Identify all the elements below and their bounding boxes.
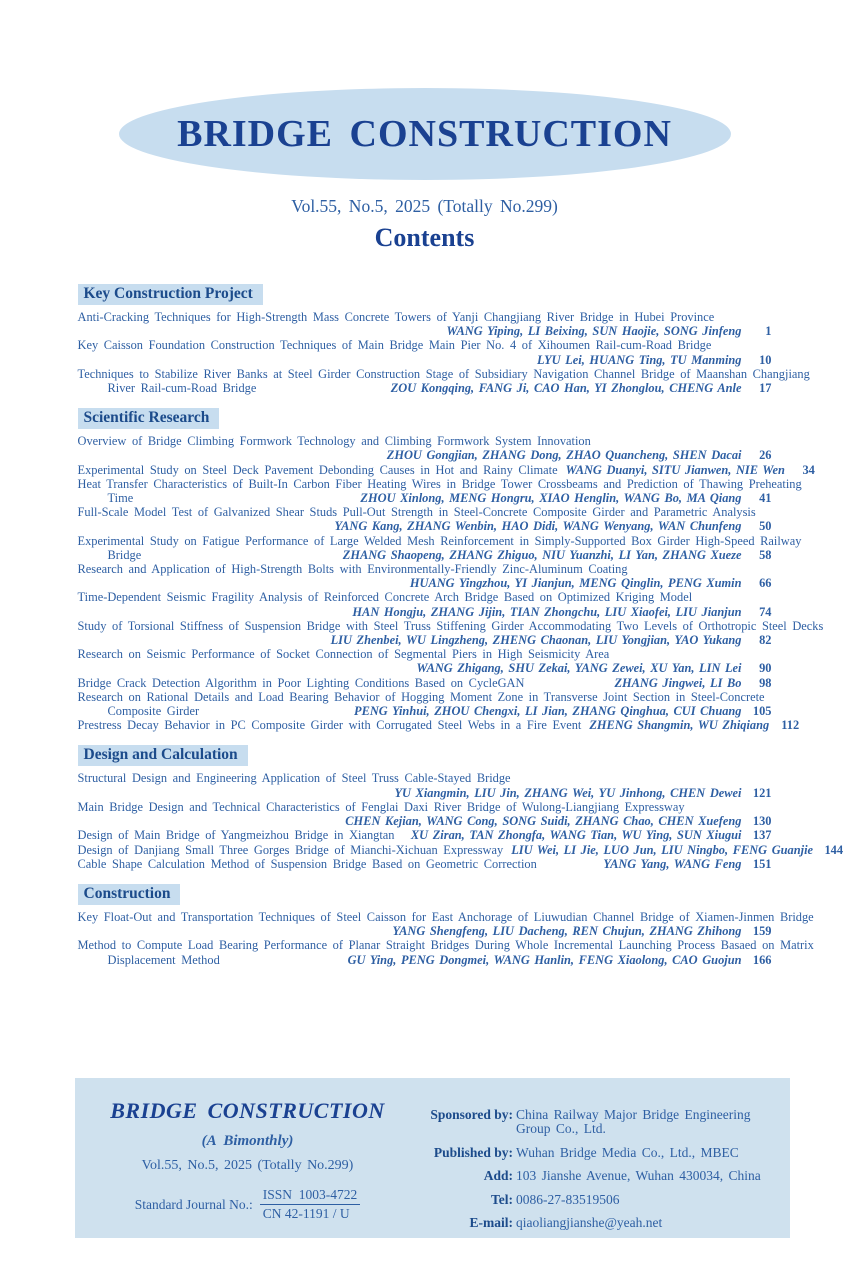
page-number: 10	[759, 352, 772, 367]
contact-value: qiaoliangjianshe@yeah.net	[516, 1215, 663, 1230]
article-authors: GU Ying, PENG Dongmei, WANG Hanlin, FENG Xiaolong, CAO Guojun	[347, 952, 742, 967]
article-title: Study of Torsional Stiffness of Suspension Bridge with Steel Truss Stiffening Girder Accommodating Two Levels of Orthotropic Steel Decks	[77, 618, 824, 633]
article-title: Prestress Decay Behavior in PC Composite Girder with Corrugated Steel Webs in a Fire Event	[77, 718, 582, 733]
toc-row	[78, 338, 772, 352]
toc-row	[78, 548, 772, 562]
issn-cn-fraction	[260, 1187, 361, 1222]
toc-row	[77, 909, 814, 924]
toc-row	[77, 842, 844, 857]
article-title: Research on Rational Details and Load Bearing Behavior of Hogging Moment Zone in Transverse Joint Section in Steel-Concrete	[77, 689, 765, 704]
contact-label: Published by:	[433, 1144, 513, 1160]
contact-value: Wuhan Bridge Media Co., Ltd., MBEC	[516, 1144, 739, 1160]
page-number: 26	[759, 448, 772, 463]
page-number: 90	[759, 661, 772, 676]
toc-row	[78, 647, 772, 661]
toc-row	[78, 519, 772, 533]
toc-row	[78, 562, 772, 576]
toc-row	[78, 633, 772, 647]
toc-row	[78, 353, 772, 367]
cn-number: CN 42-1191 / U	[262, 1206, 350, 1221]
toc-row	[78, 704, 772, 718]
article-title: Heat Transfer Characteristics of Built-In Carbon Fiber Heating Wires in Bridge Tower Crossbeams and Prediction of Thawing Preheating	[77, 476, 802, 491]
page-number: 74	[759, 604, 772, 619]
article-authors: PENG Yinhui, ZHOU Chengxi, LI Jian, ZHANG Qinghua, CUI Chuang	[354, 704, 742, 719]
toc-row	[78, 505, 772, 519]
article-title: Time	[107, 491, 134, 506]
article-title: Experimental Study on Fatigue Performance of Large Welded Mesh Reinforcement in Simply-Supported Box Girder High-Speed Railway	[77, 533, 802, 548]
issn-number: ISSN 1003-4722	[260, 1187, 361, 1205]
article-title: Techniques to Stabilize River Banks at Steel Girder Construction Stage of Subsidiary Navigation Channel Bridge of Maanshan Changjiang	[77, 366, 810, 381]
article-title: Composite Girder	[107, 704, 200, 719]
article-title: River Rail-cum-Road Bridge	[107, 381, 257, 396]
article-authors: YU Xiangmin, LIU Jin, ZHANG Wei, YU Jinhong, CHEN Dewei	[394, 785, 742, 800]
toc-row	[78, 786, 772, 800]
article-authors: LIU Wei, LI Jie, LUO Jun, LIU Ningbo, FENG Guanjie	[511, 842, 814, 857]
article-authors: ZHANG Shaopeng, ZHANG Zhiguo, NIU Yuanzhi, LI Yan, ZHANG Xueze	[342, 547, 742, 562]
page-number: 50	[759, 519, 772, 534]
contact-value: 103 Jianshe Avenue, Wuhan 430034, China	[516, 1168, 761, 1183]
article-title: Design of Main Bridge of Yangmeizhou Bridge in Xiangtan	[77, 828, 395, 843]
article-title: Anti-Cracking Techniques for High-Strength Mass Concrete Towers of Yanji Changjiang River Bridge in Hubei Province	[77, 310, 715, 324]
toc-row	[77, 366, 810, 381]
page-number: 159	[752, 924, 772, 939]
page-number: 66	[759, 576, 772, 591]
toc-row	[77, 618, 824, 633]
section-header: Scientific Research	[78, 408, 220, 429]
article-title: Main Bridge Design and Technical Characteristics of Fenglai Daxi River Bridge of Wulong-Liangjiang Expressway	[77, 799, 685, 814]
page-number: 34	[802, 462, 815, 477]
footer-bimonthly-note: (A Bimonthly)	[201, 1133, 294, 1149]
article-authors: XU Ziran, TAN Zhongfa, WANG Tian, WU Ying, SUN Xiugui	[410, 828, 742, 843]
article-authors: ZHANG Jingwei, LI Bo	[614, 675, 742, 690]
toc-row	[78, 491, 772, 505]
article-authors: CHEN Kejian, WANG Cong, SONG Suidi, ZHANG Chao, CHEN Xuefeng	[345, 814, 742, 829]
article-title: Full-Scale Model Test of Galvanized Shear Studs Pull-Out Strength in Steel-Concrete Composite Girder and Parametric Analysis	[77, 505, 756, 520]
toc-section	[77, 408, 824, 733]
article-title: Research and Application of High-Strength Bolts with Environmentally-Friendly Zinc-Aluminum Coating	[77, 562, 628, 577]
page-number: 98	[759, 675, 772, 690]
toc-row	[78, 800, 772, 814]
article-title: Bridge	[107, 547, 142, 562]
page-number: 41	[759, 491, 772, 506]
toc-row	[78, 605, 772, 619]
toc-row	[77, 462, 815, 477]
toc-row	[78, 828, 772, 842]
article-title: Experimental Study on Steel Deck Pavement Debonding Causes in Hot and Rainy Climate	[77, 462, 558, 477]
toc-row	[78, 310, 772, 324]
toc-row	[77, 476, 802, 491]
journal-banner	[119, 88, 731, 180]
toc-section	[77, 284, 810, 396]
article-title: Cable Shape Calculation Method of Suspension Bridge Based on Geometric Correction	[77, 856, 537, 871]
standard-journal-number	[85, 1187, 410, 1222]
toc-row	[78, 924, 772, 938]
page-number: 17	[759, 381, 772, 396]
page-number: 130	[752, 814, 772, 829]
journal-info-footer	[75, 1078, 790, 1238]
contact-label: Add:	[483, 1168, 513, 1183]
toc-row	[78, 434, 772, 448]
contact-value: China Railway Major Bridge Engineering Group Co., Ltd.	[516, 1107, 751, 1136]
toc-row	[78, 590, 772, 604]
table-of-contents	[77, 284, 844, 967]
toc-row	[77, 938, 814, 953]
toc-section	[77, 884, 814, 967]
article-title: Key Caisson Foundation Construction Techniques of Main Bridge Main Pier No. 4 of Xihoumen Rail-cum-Road Bridge	[77, 338, 712, 353]
contact-label: Sponsored by:	[430, 1107, 513, 1122]
article-title: Time-Dependent Seismic Fragility Analysis of Reinforced Concrete Arch Bridge Based on Optimized Kriging Model	[77, 590, 693, 605]
toc-row	[78, 676, 772, 690]
journal-contents-page	[0, 88, 849, 1288]
page-number: 151	[752, 856, 772, 871]
contents-heading: Contents	[374, 223, 475, 252]
page-number: 1	[765, 324, 772, 339]
page-number: 144	[824, 842, 844, 857]
toc-row	[77, 533, 802, 548]
toc-row	[78, 661, 772, 675]
contact-value: 0086-27-83519506	[516, 1191, 620, 1207]
issue-info: Vol.55, No.5, 2025 (Totally No.299)	[291, 196, 558, 216]
article-authors: YANG Yang, WANG Feng	[603, 856, 742, 871]
article-title: Design of Danjiang Small Three Gorges Bridge of Mianchi-Xichuan Expressway	[77, 842, 504, 857]
footer-left-column	[85, 1098, 410, 1222]
toc-row	[78, 771, 772, 785]
article-authors: HUANG Yingzhou, YI Jianjun, MENG Qinglin, PENG Xumin	[409, 576, 742, 591]
article-authors: WANG Yiping, LI Beixing, SUN Haojie, SONG Jinfeng	[446, 324, 742, 339]
standard-journal-label: Standard Journal No.:	[134, 1196, 253, 1212]
footer-journal-title: BRIDGE CONSTRUCTION	[110, 1098, 385, 1123]
article-title: Displacement Method	[107, 952, 220, 967]
page-number: 166	[752, 952, 772, 967]
section-header: Design and Calculation	[78, 745, 248, 766]
toc-section	[77, 745, 844, 871]
page-number: 105	[752, 704, 772, 719]
article-authors: ZOU Kongqing, FANG Ji, CAO Han, YI Zhonglou, CHENG Anle	[390, 381, 742, 396]
article-authors: ZHOU Gongjian, ZHANG Dong, ZHAO Quancheng, SHEN Dacai	[386, 448, 742, 463]
article-title: Method to Compute Load Bearing Performance of Planar Straight Bridges During Whole Incremental Launching Process Basaed on Matrix	[77, 938, 814, 953]
article-authors: ZHENG Shangmin, WU Zhiqiang	[589, 718, 770, 733]
toc-row	[78, 814, 772, 828]
article-authors: YANG Kang, ZHANG Wenbin, HAO Didi, WANG Wenyang, WAN Chunfeng	[334, 519, 742, 534]
section-header: Construction	[78, 884, 181, 905]
article-title: Bridge Crack Detection Algorithm in Poor Lighting Conditions Based on CycleGAN	[77, 675, 525, 690]
section-header: Key Construction Project	[78, 284, 263, 305]
toc-row	[78, 381, 772, 395]
toc-row	[78, 448, 772, 462]
article-title: Structural Design and Engineering Application of Steel Truss Cable-Stayed Bridge	[77, 771, 511, 786]
article-authors: LIU Zhenbei, WU Lingzheng, ZHENG Chaonan, LIU Yongjian, YAO Yukang	[330, 633, 742, 648]
article-authors: ZHOU Xinlong, MENG Hongru, XIAO Henglin, WANG Bo, MA Qiang	[360, 491, 742, 506]
article-title: Research on Seismic Performance of Socket Connection of Segmental Piers in High Seismicity Area	[77, 647, 610, 662]
article-authors: WANG Zhigang, SHU Zekai, YANG Zewei, XU Yan, LIN Lei	[416, 661, 742, 676]
contact-label: E-mail:	[469, 1215, 513, 1230]
page-number: 82	[759, 633, 772, 648]
article-title: Overview of Bridge Climbing Formwork Technology and Climbing Formwork System Innovation	[77, 434, 591, 449]
article-authors: HAN Hongju, ZHANG Jijin, TIAN Zhongchu, LIU Xiaofei, LIU Jianjun	[352, 604, 742, 619]
toc-row	[78, 690, 772, 704]
article-authors: YANG Shengfeng, LIU Dacheng, REN Chujun, ZHANG Zhihong	[392, 924, 742, 939]
footer-issue-info: Vol.55, No.5, 2025 (Totally No.299)	[141, 1158, 354, 1173]
page-number: 58	[759, 547, 772, 562]
toc-row	[78, 857, 772, 871]
toc-row	[77, 718, 800, 733]
article-authors: LYU Lei, HUANG Ting, TU Manming	[537, 352, 742, 367]
article-authors: WANG Duanyi, SITU Jianwen, NIE Wen	[565, 462, 785, 477]
contact-label: Tel:	[490, 1191, 513, 1207]
toc-row	[78, 953, 772, 967]
page-number: 121	[752, 785, 772, 800]
page-number: 112	[781, 718, 800, 733]
toc-row	[78, 324, 772, 338]
article-title: Key Float-Out and Transportation Techniques of Steel Caisson for East Anchorage of Liuwudian Channel Bridge of Xiamen-Jinmen Bridge	[77, 909, 814, 924]
toc-row	[78, 576, 772, 590]
page-number: 137	[752, 828, 772, 843]
footer-contact-grid	[417, 1108, 785, 1230]
journal-title: BRIDGE CONSTRUCTION	[177, 113, 672, 155]
